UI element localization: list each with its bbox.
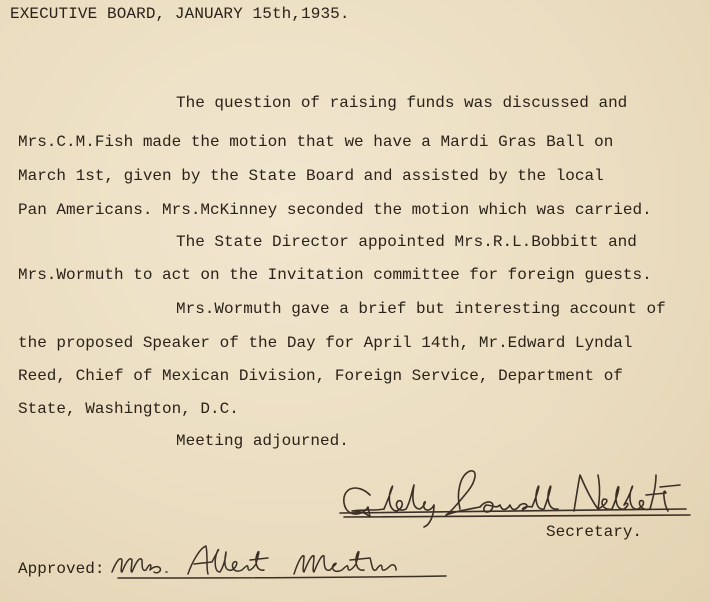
approver-signature [108,542,448,587]
body-line-6: Mrs.Wormuth to act on the Invitation committee for foreign guests. [18,266,652,284]
body-line-7: Mrs.Wormuth gave a brief but interesting account of [176,300,666,318]
document-heading: EXECUTIVE BOARD, JANUARY 15th,1935. [10,5,350,23]
body-line-3: March 1st, given by the State Board and assisted by the local [18,167,604,185]
approved-label: Approved: [18,560,105,578]
body-line-4: Pan Americans. Mrs.McKinney seconded the motion which was carried. [18,201,652,219]
body-line-8: the proposed Speaker of the Day for April 14th, Mr.Edward Lyndal [18,334,633,352]
secretary-label: Secretary. [546,523,643,541]
body-line-2: Mrs.C.M.Fish made the motion that we have a Mardi Gras Ball on [18,133,614,151]
body-line-10: State, Washington, D.C. [18,400,239,418]
body-line-11: Meeting adjourned. [176,432,349,450]
body-line-1: The question of raising funds was discussed and [176,94,628,112]
approver-signature-graphic [108,542,448,582]
body-line-5: The State Director appointed Mrs.R.L.Bobbitt and [176,233,637,251]
body-line-9: Reed, Chief of Mexican Division, Foreign Service, Department of [18,367,623,385]
